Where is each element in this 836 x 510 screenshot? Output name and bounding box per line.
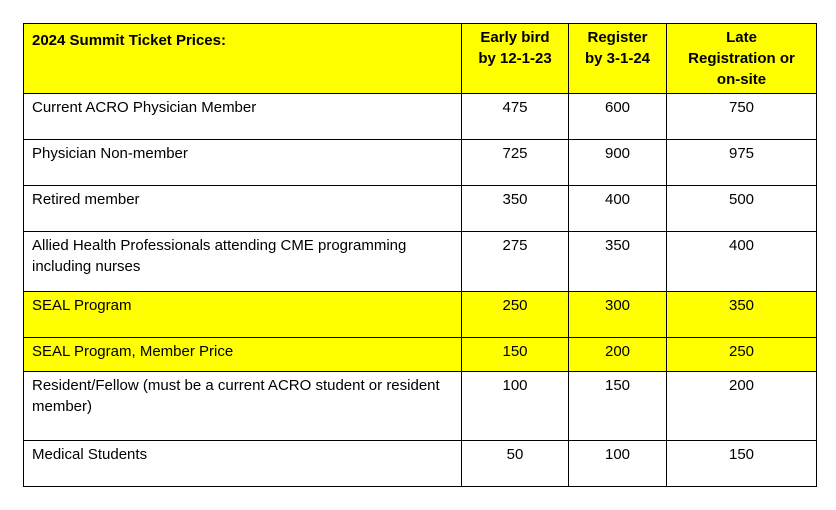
row-label: SEAL Program, Member Price [24, 338, 462, 372]
table-title: 2024 Summit Ticket Prices: [24, 24, 462, 94]
column-header-register [569, 24, 667, 94]
late-price: 250 [667, 338, 817, 372]
early-bird-price: 725 [462, 140, 569, 186]
register-price: 300 [569, 292, 667, 338]
table-row [24, 441, 817, 487]
table-row [24, 140, 817, 186]
register-price: 900 [569, 140, 667, 186]
register-price: 400 [569, 186, 667, 232]
register-price: 200 [569, 338, 667, 372]
row-label: Physician Non-member [24, 140, 462, 186]
column-header-early-bird [462, 24, 569, 94]
early-bird-price: 250 [462, 292, 569, 338]
row-label: Current ACRO Physician Member [24, 94, 462, 140]
column-header-late [667, 24, 817, 94]
row-label: Medical Students [24, 441, 462, 487]
row-label: Resident/Fellow (must be a current ACRO student or resident member) [24, 372, 462, 441]
table-row [24, 94, 817, 140]
register-price: 150 [569, 372, 667, 441]
early-bird-price: 50 [462, 441, 569, 487]
register-price: 100 [569, 441, 667, 487]
table-row [24, 186, 817, 232]
table-row [24, 232, 817, 292]
row-label: Allied Health Professionals attending CME programming including nurses [24, 232, 462, 292]
late-price: 975 [667, 140, 817, 186]
table-row [24, 372, 817, 441]
early-bird-price: 350 [462, 186, 569, 232]
late-price: 200 [667, 372, 817, 441]
table-row-highlighted [24, 292, 817, 338]
early-bird-price: 100 [462, 372, 569, 441]
column-header-line: Registration or [688, 50, 795, 67]
early-bird-price: 475 [462, 94, 569, 140]
late-price: 150 [667, 441, 817, 487]
row-label: SEAL Program [24, 292, 462, 338]
late-price: 500 [667, 186, 817, 232]
register-price: 600 [569, 94, 667, 140]
column-header-line: on-site [716, 71, 767, 88]
table-row-highlighted [24, 338, 817, 372]
column-header-line: Late [726, 29, 757, 46]
register-price: 350 [569, 232, 667, 292]
header-row [24, 24, 817, 94]
column-header-line: by 12-1-23 [478, 50, 552, 67]
late-price: 400 [667, 232, 817, 292]
column-header-line: Early bird [480, 29, 550, 46]
late-price: 750 [667, 94, 817, 140]
column-header-line: by 3-1-24 [584, 50, 651, 67]
row-label: Retired member [24, 186, 462, 232]
early-bird-price: 275 [462, 232, 569, 292]
early-bird-price: 150 [462, 338, 569, 372]
ticket-price-table [23, 23, 817, 487]
late-price: 350 [667, 292, 817, 338]
column-header-line: Register [587, 29, 648, 46]
